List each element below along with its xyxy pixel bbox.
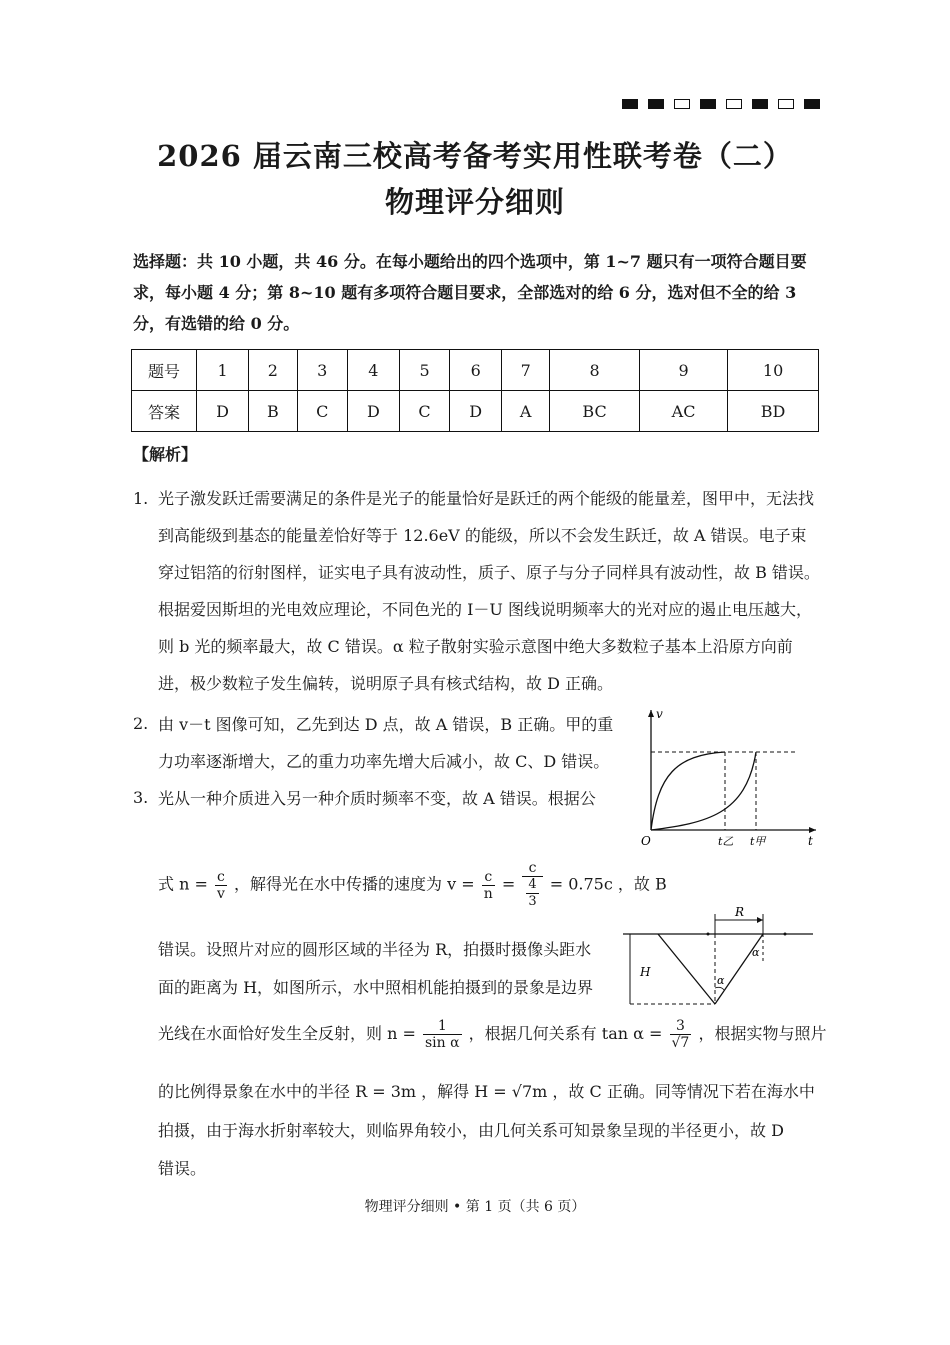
q2-number: 2. bbox=[133, 714, 149, 733]
origin-label: O bbox=[641, 834, 651, 848]
t-jia-label: t甲 bbox=[750, 835, 766, 848]
q2-line: 由 v－t 图像可知，乙先到达 D 点，故 A 错误，B 正确。甲的重 bbox=[158, 715, 614, 734]
refraction-diagram bbox=[618, 902, 818, 1012]
intro-text: 选择题：共 10 小题，共 46 分。在每小题给出的四个选项中，第 1~7 题只有一项符合题目要求，每小题 4 分；第 8~10 题有多项符合题目要求，全部选对的给 6 分，选对但不全的给 3 分，有选错的给 0 分。 bbox=[133, 252, 807, 333]
header-mark bbox=[648, 99, 664, 109]
q3-text: ，解得光在水中传播的速度为 v = bbox=[234, 874, 475, 894]
question-number: 10 bbox=[728, 350, 819, 391]
answer-cell: AC bbox=[639, 391, 727, 432]
alpha-arc-icon bbox=[715, 987, 724, 990]
row-label: 题号 bbox=[132, 350, 197, 391]
q3-text: ，根据几何关系有 tan α = bbox=[468, 1024, 663, 1043]
analysis-heading: 【解析】 bbox=[133, 445, 198, 464]
header-mark bbox=[700, 99, 716, 109]
page-title: 2026 届云南三校高考备考实用性联考卷（二） bbox=[157, 139, 793, 173]
question-number: 1 bbox=[197, 350, 249, 391]
header-mark bbox=[726, 99, 742, 109]
q3-line: 错误。 bbox=[158, 1159, 207, 1178]
answer-table bbox=[131, 349, 819, 432]
fraction bbox=[670, 1018, 692, 1051]
question-number: 8 bbox=[550, 350, 640, 391]
answer-cell: BC bbox=[550, 391, 640, 432]
denominator: √7 bbox=[671, 1035, 690, 1051]
fraction bbox=[423, 1018, 462, 1051]
question-number: 3 bbox=[297, 350, 347, 391]
numerator: 4 bbox=[528, 877, 537, 892]
right-ray bbox=[715, 934, 763, 1004]
denominator: v bbox=[216, 885, 225, 902]
q2-line: 力功率逐渐增大，乙的重力功率先增大后减小，故 C、D 错误。 bbox=[158, 752, 610, 771]
table-row bbox=[132, 391, 819, 432]
curve-yi bbox=[651, 752, 725, 830]
numerator: 3 bbox=[670, 1018, 692, 1035]
q3-line: 错误。设照片对应的圆形区域的半径为 R，拍摄时摄像头距水 bbox=[158, 940, 592, 959]
vt-graph bbox=[636, 705, 826, 850]
q3-line: 光从一种介质进入另一种介质时频率不变，故 A 错误。根据公 bbox=[158, 789, 596, 808]
fraction bbox=[215, 869, 227, 902]
question-number: 9 bbox=[639, 350, 727, 391]
q3-text: 式 n = bbox=[158, 874, 208, 894]
header-mark bbox=[804, 99, 820, 109]
denominator bbox=[522, 877, 542, 910]
left-ray bbox=[658, 934, 715, 1004]
denominator: n bbox=[483, 885, 493, 902]
alpha-label: α bbox=[717, 974, 725, 987]
page-footer: 物理评分细则 • 第 1 页（共 6 页） bbox=[364, 1199, 586, 1215]
q1-text: 光子激发跃迁需要满足的条件是光子的能量恰好是跃迁的两个能级的能量差，图甲中，无法找到高能级到基态的能量差恰好等于 12.6eV 的能级，所以不会发生跃迁，故 A 错误。电子束穿过铝箔的衍射图样，证实电子具有波动性，质子、原子与分子同样具有波动性，故 B 错误。根据爱因斯坦的光电效应理论，不同色光的 I－U 图线说明频率大的光对应的遏止电压越大，则 b 光的频率最大，故 C 错误。α 粒子散射实验示意图中绝大多数粒子基本上沿原方向前进，极少数粒子发生偏转，说明原子具有核式结构，故 D 正确。 bbox=[158, 489, 820, 693]
question-number: 2 bbox=[249, 350, 298, 391]
r-arrow-icon bbox=[757, 917, 763, 923]
page-subtitle: 物理评分细则 bbox=[384, 185, 565, 219]
answer-cell: C bbox=[399, 391, 449, 432]
question-number: 5 bbox=[399, 350, 449, 391]
q3-formula-line bbox=[158, 1018, 826, 1051]
header-mark bbox=[674, 99, 690, 109]
answer-cell: BD bbox=[728, 391, 819, 432]
numerator: c bbox=[522, 860, 542, 877]
answer-cell: A bbox=[502, 391, 550, 432]
answer-cell: C bbox=[297, 391, 347, 432]
fraction bbox=[482, 869, 495, 902]
r-label: R bbox=[735, 905, 745, 919]
header-marks bbox=[622, 99, 820, 109]
answer-cell: D bbox=[197, 391, 249, 432]
question-number: 6 bbox=[450, 350, 502, 391]
x-arrow-icon bbox=[809, 827, 816, 833]
header-mark bbox=[622, 99, 638, 109]
header-mark bbox=[778, 99, 794, 109]
y-axis-label: v bbox=[656, 707, 663, 721]
q3-line: 面的距离为 H，如图所示，水中照相机能拍摄到的景象是边界 bbox=[158, 978, 594, 997]
question-number: 4 bbox=[347, 350, 399, 391]
answer-cell: D bbox=[450, 391, 502, 432]
q1-number: 1. bbox=[133, 489, 149, 508]
q3-text: = 0.75c ，故 B bbox=[549, 874, 667, 894]
surface-dot bbox=[707, 933, 710, 936]
answer-cell: D bbox=[347, 391, 399, 432]
question-number: 7 bbox=[502, 350, 550, 391]
row-label: 答案 bbox=[132, 391, 197, 432]
q3-number: 3. bbox=[133, 788, 149, 807]
q3-line: 拍摄，由于海水折射率较大，则临界角较小，由几何关系可知景象呈现的半径更小，故 D bbox=[158, 1121, 784, 1140]
fraction bbox=[522, 860, 542, 910]
numerator: c bbox=[215, 869, 227, 886]
table-row bbox=[132, 350, 819, 391]
curve-jia bbox=[651, 752, 756, 830]
alpha-label: α bbox=[752, 946, 760, 959]
t-yi-label: t乙 bbox=[718, 835, 734, 848]
denominator: 3 bbox=[528, 894, 537, 909]
h-label: H bbox=[640, 965, 651, 979]
header-mark bbox=[752, 99, 768, 109]
x-axis-label: t bbox=[808, 834, 813, 848]
surface-dot bbox=[784, 933, 787, 936]
answer-cell: B bbox=[249, 391, 298, 432]
numerator: 1 bbox=[423, 1018, 462, 1035]
y-arrow-icon bbox=[648, 710, 654, 717]
q3-text: ，根据实物与照片 bbox=[698, 1024, 827, 1043]
denominator: sin α bbox=[424, 1035, 460, 1051]
q3-line: 的比例得景象在水中的半径 R = 3m ，解得 H = √7m ，故 C 正确。同等情况下若在海水中 bbox=[158, 1082, 815, 1101]
q3-text: 光线在水面恰好发生全反射，则 n = bbox=[158, 1024, 416, 1043]
q3-formula-line: 式 n = $\frac{c}{v}$ ，解得光在水中传播的速度为 v = $\frac{c}{n}$ = $\frac{c}{\frac{4}{3}}$ = 0.75c ，故 B bbox=[158, 860, 667, 909]
numerator: c bbox=[482, 869, 495, 886]
